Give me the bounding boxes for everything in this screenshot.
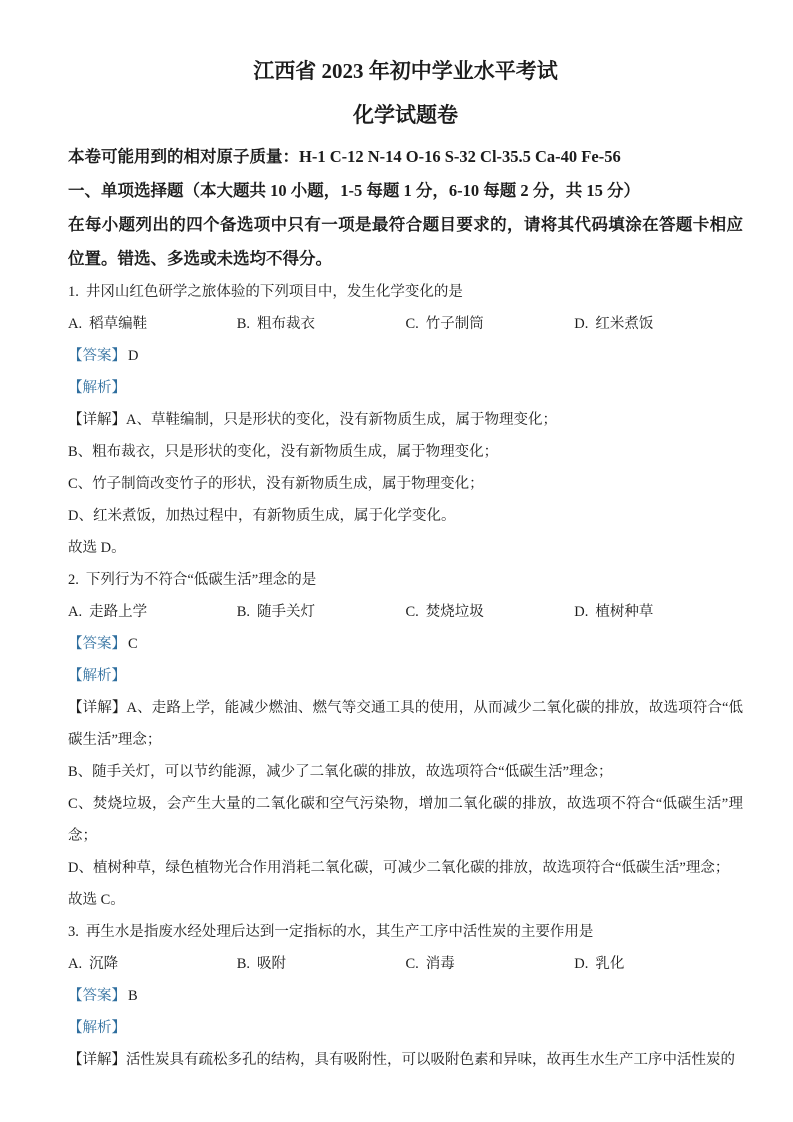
option-label: 消毒 (425, 956, 455, 972)
option-c (406, 596, 575, 628)
page-title: 江西省 2023 年初中学业水平考试 (253, 59, 558, 83)
option-d (574, 596, 743, 628)
options-row (68, 596, 743, 628)
explanation-line-4: D、红米煮饭，加热过程中，有新物质生成，属于化学变化。 (68, 508, 456, 524)
option-d (574, 948, 743, 980)
option-label: 吸附 (257, 956, 287, 972)
atomic-mass-note: 本卷可能用到的相对原子质量：H-1 C-12 N-14 O-16 S-32 Cl-35.5 Ca-40 Fe-56 (68, 147, 621, 166)
answer-value: D (128, 348, 139, 364)
question-stem (68, 916, 743, 948)
option-d (574, 308, 743, 340)
option-key: D. (574, 604, 589, 620)
options-row (68, 948, 743, 980)
option-b (237, 948, 406, 980)
option-key: B. (236, 956, 251, 972)
question-stem (68, 276, 743, 308)
explanation-line-1: 【详解】A、走路上学，能减少燃油、燃气等交通工具的使用，从而减少二氧化碳的排放，故选项符合“低碳生活”理念； (68, 700, 743, 748)
option-label: 乳化 (595, 956, 625, 972)
option-label: 竹子制筒 (425, 316, 484, 332)
question-number: 3. (68, 924, 79, 940)
page-subtitle: 化学试题卷 (353, 103, 458, 127)
option-label: 随手关灯 (257, 604, 316, 620)
question-number: 1. (68, 284, 79, 300)
option-a (68, 308, 237, 340)
option-label: 植树种草 (595, 604, 654, 620)
explanation-line-3: C、焚烧垃圾，会产生大量的二氧化碳和空气污染物，增加二氧化碳的排放，故选项不符合“低碳生活”理念； (68, 796, 743, 844)
analysis-label: 【解析】 (68, 380, 126, 396)
answer-label: 【答案】 (68, 348, 126, 364)
option-key: C. (405, 316, 419, 332)
analysis-label: 【解析】 (68, 668, 126, 684)
option-label: 稻草编鞋 (89, 316, 148, 332)
option-key: D. (574, 316, 589, 332)
option-key: A. (68, 604, 83, 620)
question-3 (68, 916, 743, 1076)
question-stem-text: 井冈山红色研学之旅体验的下列项目中，发生化学变化的是 (85, 284, 463, 300)
explanation-conclusion: 故选 D。 (68, 540, 126, 556)
explanation-line-1: 【详解】A、草鞋编制，只是形状的变化，没有新物质生成，属于物理变化； (68, 412, 557, 428)
explanation-line-2: B、随手关灯，可以节约能源，减少了二氧化碳的排放，故选项符合“低碳生活”理念； (68, 764, 613, 780)
question-stem (68, 564, 743, 596)
option-key: A. (68, 316, 83, 332)
option-label: 粗布裁衣 (257, 316, 316, 332)
section-instructions: 在每小题列出的四个备选项中只有一项是最符合题目要求的，请将其代码填涂在答题卡相应位置。错选、多选或未选均不得分。 (68, 215, 743, 268)
option-c (406, 308, 575, 340)
explanation-line-2: B、粗布裁衣，只是形状的变化，没有新物质生成，属于物理变化； (68, 444, 499, 460)
option-label: 焚烧垃圾 (425, 604, 484, 620)
question-1 (68, 276, 743, 564)
answer-label: 【答案】 (68, 988, 126, 1004)
explanation-conclusion: 故选 C。 (68, 892, 125, 908)
option-key: C. (405, 604, 419, 620)
option-key: D. (574, 956, 589, 972)
options-row (68, 308, 743, 340)
section-heading: 一、单项选择题（本大题共 10 小题，1-5 每题 1 分，6-10 每题 2 分，共 15 分） (68, 181, 640, 200)
answer-value: B (128, 988, 138, 1004)
analysis-label: 【解析】 (68, 1020, 126, 1036)
option-a (68, 596, 237, 628)
explanation-line-4: D、植树种草，绿色植物光合作用消耗二氧化碳，可减少二氧化碳的排放，故选项符合“低碳生活”理念； (68, 860, 730, 876)
answer-value: C (128, 636, 138, 652)
option-label: 沉降 (89, 956, 119, 972)
answer-line (68, 340, 743, 372)
option-key: A. (68, 956, 83, 972)
option-label: 红米煮饭 (595, 316, 654, 332)
explanation-line-3: C、竹子制筒改变竹子的形状，没有新物质生成，属于物理变化； (68, 476, 484, 492)
option-b (237, 308, 406, 340)
question-2 (68, 564, 743, 916)
option-c (406, 948, 575, 980)
question-stem-text: 再生水是指废水经处理后达到一定指标的水，其生产工序中活性炭的主要作用是 (85, 924, 594, 940)
option-key: B. (236, 604, 251, 620)
answer-label: 【答案】 (68, 636, 126, 652)
option-key: C. (405, 956, 419, 972)
option-a (68, 948, 237, 980)
question-number: 2. (68, 572, 79, 588)
option-key: B. (236, 316, 251, 332)
option-label: 走路上学 (89, 604, 148, 620)
question-stem-text: 下列行为不符合“低碳生活”理念的是 (85, 572, 317, 588)
answer-line (68, 628, 743, 660)
explanation-line-1: 【详解】活性炭具有疏松多孔的结构，具有吸附性，可以吸附色素和异味，故再生水生产工序中活性炭的 (68, 1052, 735, 1068)
answer-line (68, 980, 743, 1012)
option-b (237, 596, 406, 628)
